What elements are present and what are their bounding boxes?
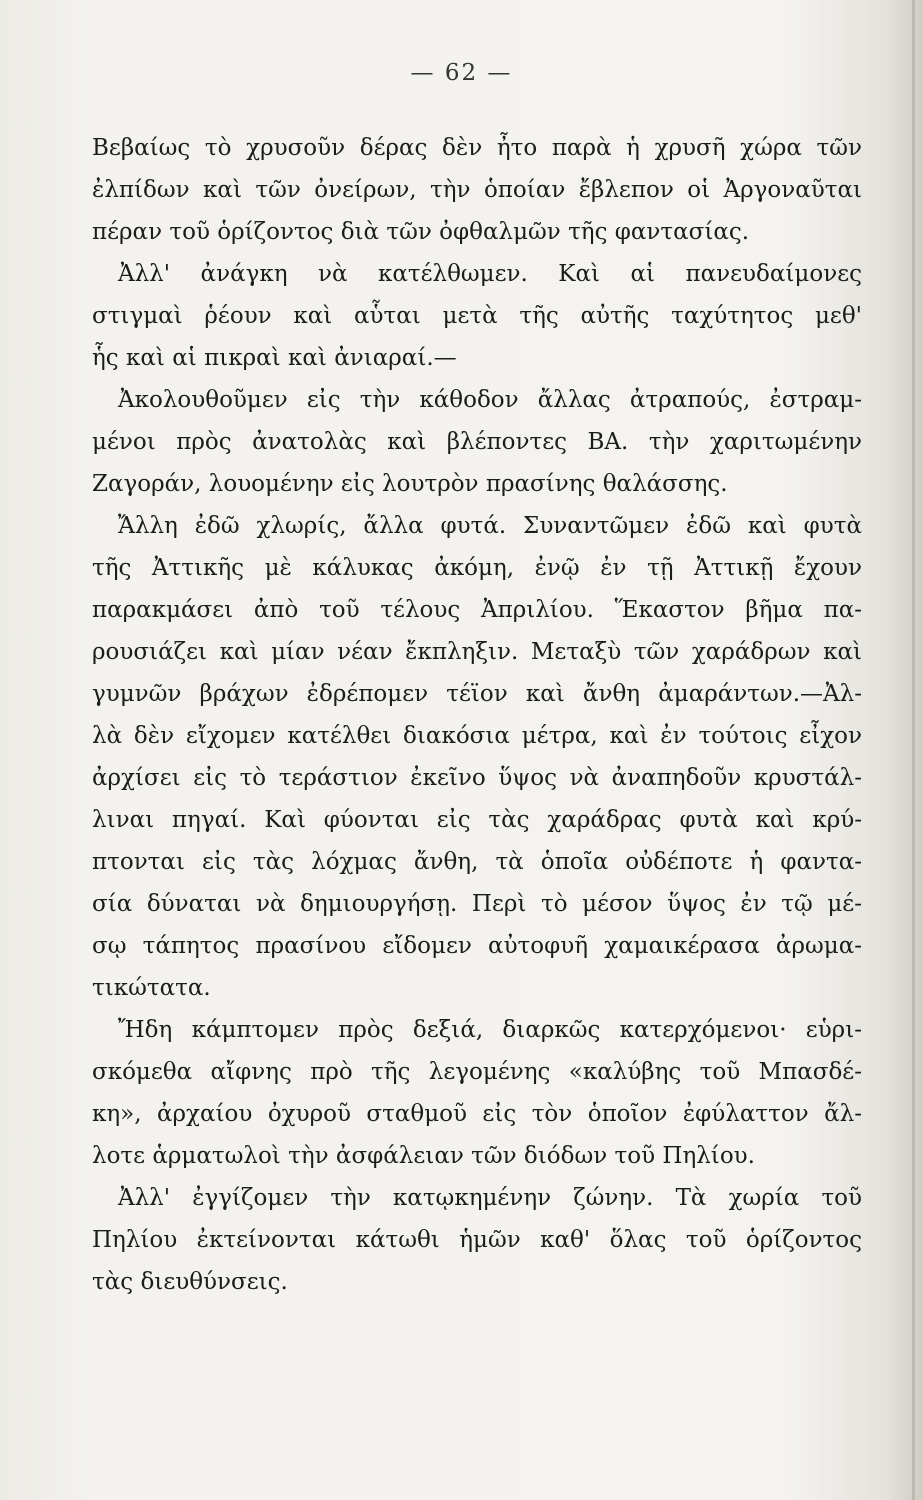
text-line: μένοι πρὸς ἀνατολὰς καὶ βλέποντες ΒΑ. τὴν χαριτωμένην (92, 429, 862, 455)
text-line: Ζαγοράν, λουομένην εἰς λουτρὸν πρασίνης θαλάσσης. (92, 471, 728, 497)
page-edge (912, 0, 915, 1500)
text-line: τῆς Ἀττικῆς μὲ κάλυκας ἀκόμη, ἐνῷ ἐν τῇ Ἀττικῇ ἔχουν (92, 555, 862, 581)
text-line: ἀρχίσει εἰς τὸ τεράστιον ἐκεῖνο ὕψος νὰ ἀναπηδοῦν κρυστάλ- (92, 765, 862, 791)
text-line: σκόμεθα αἴφνης πρὸ τῆς λεγομένης «καλύβης τοῦ Μπασδέ- (92, 1059, 862, 1085)
text-line: πέραν τοῦ ὁρίζοντος διὰ τῶν ὀφθαλμῶν τῆς φαντασίας. (92, 219, 750, 245)
text-line: Ἀκολουθοῦμεν εἰς τὴν κάθοδον ἄλλας ἀτραπούς, ἐστραμ- (118, 387, 862, 413)
text-line: ἧς καὶ αἱ πικραὶ καὶ ἀνιαραί.— (92, 345, 457, 371)
text-line: σῳ τάπητος πρασίνου εἴδομεν αὐτοφυῆ χαμαικέρασα ἀρωμα- (92, 933, 862, 959)
text-line: σία δύναται νὰ δημιουργήσῃ. Περὶ τὸ μέσον ὕψος ἐν τῷ μέ- (92, 891, 862, 917)
text-line: ρουσιάζει καὶ μίαν νέαν ἔκπληξιν. Μεταξὺ τῶν χαράδρων καὶ (92, 639, 862, 665)
text-line: τικώτατα. (92, 975, 211, 1001)
text-line: παρακμάσει ἀπὸ τοῦ τέλους Ἀπριλίου. Ἕκαστον βῆμα πα- (92, 597, 862, 623)
text-line: Πηλίου ἐκτείνονται κάτωθι ἡμῶν καθ' ὅλας τοῦ ὁρίζοντος (92, 1227, 862, 1253)
text-line: ἐλπίδων καὶ τῶν ὀνείρων, τὴν ὁποίαν ἔβλεπον οἱ Ἀργοναῦται (92, 177, 862, 203)
text-line: Ἀλλ' ἀνάγκη νὰ κατέλθωμεν. Καὶ αἱ πανευδαίμονες (118, 261, 862, 287)
text-line: πτονται εἰς τὰς λόχμας ἄνθη, τὰ ὁποῖα οὐδέποτε ἡ φαντα- (92, 849, 862, 875)
text-line: Ἄλλη ἐδῶ χλωρίς, ἄλλα φυτά. Συναντῶμεν ἐδῶ καὶ φυτὰ (118, 513, 862, 539)
page-body-text (92, 127, 862, 1303)
text-line: λιναι πηγαί. Καὶ φύονται εἰς τὰς χαράδρας φυτὰ καὶ κρύ- (92, 807, 862, 833)
text-line: λοτε ἁρματωλοὶ τὴν ἀσφάλειαν τῶν διόδων τοῦ Πηλίου. (92, 1143, 755, 1169)
text-line: στιγμαὶ ῥέουν καὶ αὗται μετὰ τῆς αὐτῆς ταχύτητος μεθ' (92, 303, 862, 329)
page-number: — 62 — (410, 60, 513, 86)
text-line: Ἤδη κάμπτομεν πρὸς δεξιά, διαρκῶς κατερχόμενοι· εὑρι- (118, 1017, 862, 1043)
text-line: Βεβαίως τὸ χρυσοῦν δέρας δὲν ἦτο παρὰ ἡ χρυσῆ χώρα τῶν (92, 135, 862, 161)
text-line: κη», ἀρχαίου ὀχυροῦ σταθμοῦ εἰς τὸν ὁποῖον ἐφύλαττον ἄλ- (92, 1101, 862, 1127)
text-line: γυμνῶν βράχων ἐδρέπομεν τέϊον καὶ ἄνθη ἀμαράντων.—Ἀλ- (92, 681, 862, 707)
text-line: Ἀλλ' ἐγγίζομεν τὴν κατῳκημένην ζώνην. Τὰ χωρία τοῦ (118, 1185, 862, 1211)
text-line: τὰς διευθύνσεις. (92, 1269, 288, 1295)
text-line: λὰ δὲν εἴχομεν κατέλθει διακόσια μέτρα, καὶ ἐν τούτοις εἶχον (92, 723, 862, 749)
